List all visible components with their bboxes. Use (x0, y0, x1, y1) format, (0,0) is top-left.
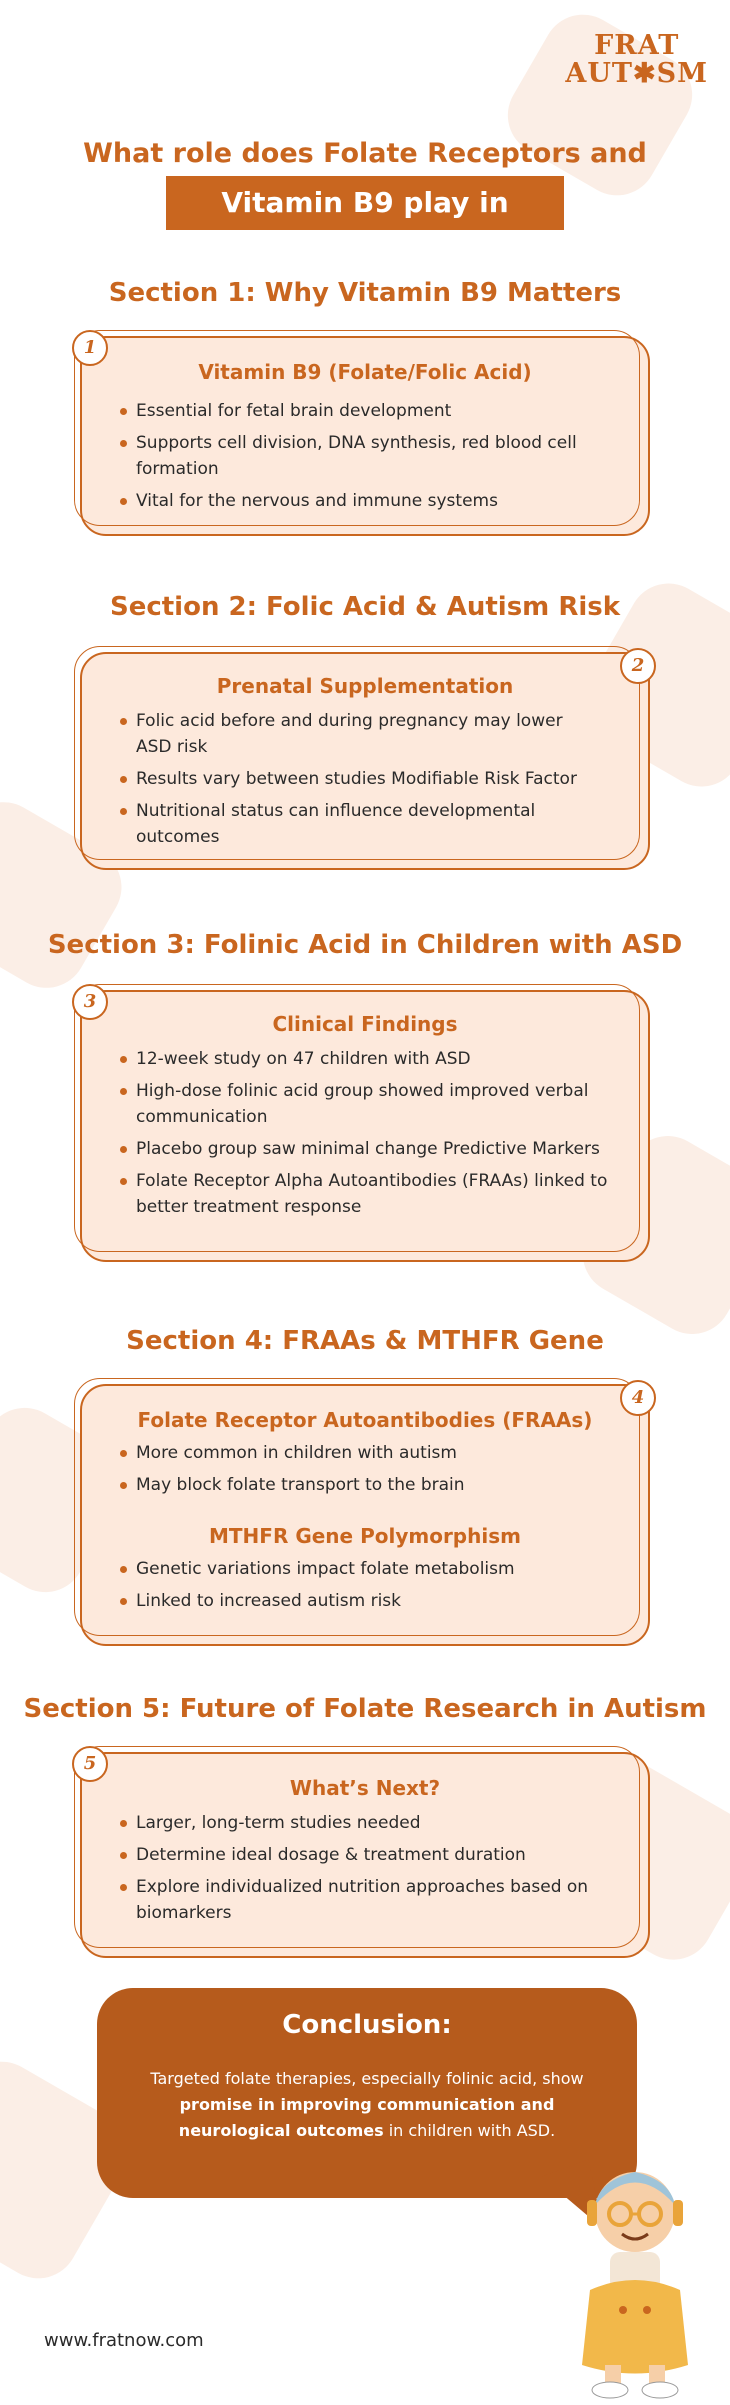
section-5-card (80, 1752, 650, 1958)
conclusion-text-part: in children with ASD. (383, 2121, 556, 2140)
section-4-heading: Section 4: FRAAs & MTHFR Gene (126, 1326, 604, 1356)
card-list (120, 708, 600, 856)
list-item: More common in children with autism (120, 1440, 600, 1466)
card-subtitle: MTHFR Gene Polymorphism (209, 1524, 521, 1548)
conclusion-bubble (97, 1988, 637, 2198)
card-list (120, 1046, 620, 1226)
list-item: May block folate transport to the brain (120, 1472, 600, 1498)
card-list (120, 1440, 600, 1504)
section-2-card (80, 652, 650, 870)
card-title: Prenatal Supplementation (216, 674, 514, 698)
section-number-badge: 5 (72, 1746, 108, 1782)
card-title: What’s Next? (289, 1776, 441, 1800)
page-title-line-1: What role does Folate Receptors and (83, 138, 647, 169)
page-title-line-2: Vitamin B9 play in Autism? (166, 176, 564, 230)
list-item: 12-week study on 47 children with ASD (120, 1046, 620, 1072)
section-1-card (80, 336, 650, 536)
list-item: Determine ideal dosage & treatment duration (120, 1842, 600, 1868)
card-list (120, 398, 590, 520)
list-item: Linked to increased autism risk (120, 1588, 600, 1614)
list-item: Genetic variations impact folate metabolism (120, 1556, 600, 1582)
section-number-badge: 4 (620, 1380, 656, 1416)
brand-logo (565, 32, 708, 89)
section-3-card (80, 990, 650, 1262)
section-3-heading: Section 3: Folinic Acid in Children with ASD (47, 930, 683, 960)
conclusion-text-emphasis: promise in improving communication and neurological outcomes (178, 2095, 555, 2140)
list-item: Placebo group saw minimal change Predictive Markers (120, 1136, 620, 1162)
conclusion-text (137, 2066, 597, 2144)
section-5-heading: Section 5: Future of Folate Research in Autism (23, 1694, 707, 1724)
section-2-heading: Section 2: Folic Acid & Autism Risk (109, 592, 621, 622)
mascot-illustration (560, 2150, 710, 2400)
section-number-badge: 2 (620, 648, 656, 684)
logo-line-1: FRAT (594, 30, 680, 61)
conclusion-text-part: Targeted folate therapies, especially folinic acid, show (150, 2069, 584, 2088)
card-title: Folate Receptor Autoantibodies (FRAAs) (137, 1408, 593, 1432)
list-item: High-dose folinic acid group showed improved verbal communication (120, 1078, 620, 1130)
list-item: Larger, long-term studies needed (120, 1810, 600, 1836)
list-item: Explore individualized nutrition approaches based on biomarkers (120, 1874, 600, 1926)
list-item: Folate Receptor Alpha Autoantibodies (FRAAs) linked to better treatment response (120, 1168, 620, 1220)
website-link[interactable]: www.fratnow.com (44, 2330, 204, 2351)
section-number-badge: 3 (72, 984, 108, 1020)
list-item: Nutritional status can influence developmental outcomes (120, 798, 600, 850)
card-list-2 (120, 1556, 600, 1620)
card-list (120, 1810, 600, 1932)
section-1-heading: Section 1: Why Vitamin B9 Matters (108, 278, 622, 308)
card-title: Clinical Findings (272, 1012, 458, 1036)
section-number-badge: 1 (72, 330, 108, 366)
list-item: Results vary between studies Modifiable Risk Factor (120, 766, 600, 792)
conclusion-heading: Conclusion: (282, 2010, 452, 2040)
section-4-card (80, 1384, 650, 1646)
list-item: Essential for fetal brain development (120, 398, 590, 424)
list-item: Vital for the nervous and immune systems (120, 488, 590, 514)
logo-line-2: AUT✱SM (565, 58, 708, 90)
card-title: Vitamin B9 (Folate/Folic Acid) (198, 360, 532, 384)
list-item: Supports cell division, DNA synthesis, red blood cell formation (120, 430, 590, 482)
list-item: Folic acid before and during pregnancy may lower ASD risk (120, 708, 600, 760)
